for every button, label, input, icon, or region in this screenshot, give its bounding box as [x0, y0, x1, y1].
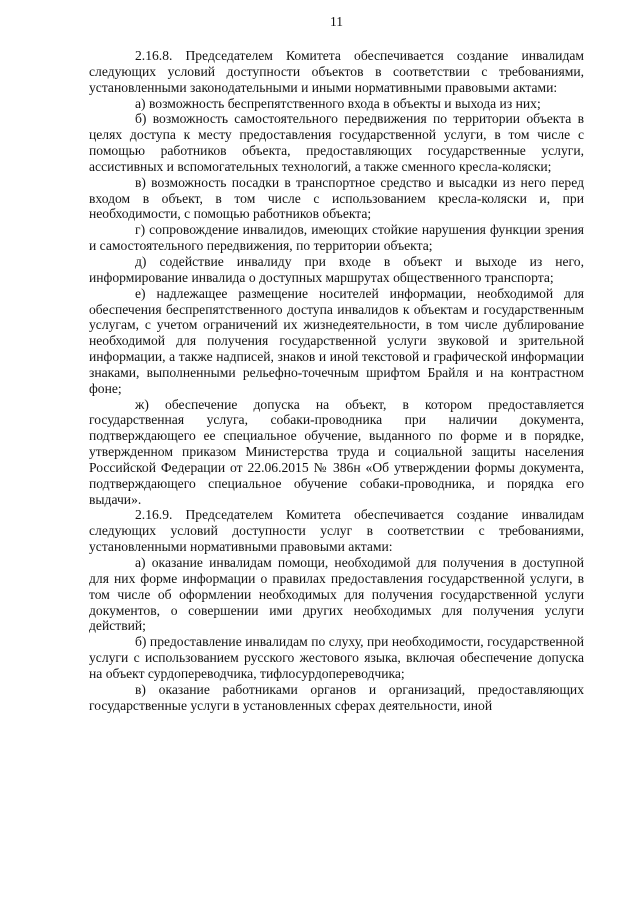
paragraph-item-a: а) возможность беспрепятственного входа в объекты и выхода из них;	[135, 95, 541, 111]
paragraph-item-b: б) возможность самостоятельного передвижения по территории объекта в целях доступа к месту предоставления государственной услуги, в том числе с помощью работников объекта, предоставляющих государственные услуги, ассистивных и вспомогательных технологий, а также сменного кресла-коляски;	[89, 111, 584, 174]
paragraph-item-a-2: а) оказание инвалидам помощи, необходимой для получения в доступной для них форме информации о правилах предоставления государственной услуги, в том числе об оформлении необходимых для получения государственной услуги документов, о совершении ими других необходимых для получения услуги действий;	[89, 555, 584, 634]
paragraph-item-e: е) надлежащее размещение носителей информации, необходимой для обеспечения беспрепятственного доступа инвалидов к объектам и государственным услугам, с учетом ограничений их жизнедеятельности, в том числе дублирование необходимой для получения государственной услуги звуковой и зрительной информации, а также надписей, знаков и иной текстовой и графической информации знаками, выполненными рельефно-точечным шрифтом Брайля и на контрастном фоне;	[89, 285, 584, 396]
paragraph-item-v: в) возможность посадки в транспортное средство и высадки из него перед входом в объект, в том числе с использованием кресла-коляски и, при необходимости, с помощью работников объекта;	[89, 174, 584, 222]
paragraph-2-16-8: 2.16.8. Председателем Комитета обеспечивается создание инвалидам следующих условий доступности объектов в соответствии с требованиями, установленными законодательными и иными нормативными правовыми актами:	[89, 48, 584, 95]
page-number: 11	[330, 14, 343, 29]
paragraph-2-16-9: 2.16.9. Председателем Комитета обеспечивается создание инвалидам следующих условий доступности услуг в соответствии с требованиями, установленными нормативными правовыми актами:	[89, 507, 584, 555]
paragraph-item-d: д) содействие инвалиду при входе в объект и выходе из него, информирование инвалида о доступных маршрутах общественного транспорта;	[89, 253, 584, 285]
paragraph-item-g: г) сопровождение инвалидов, имеющих стойкие нарушения функции зрения и самостоятельного передвижения, по территории объекта;	[89, 222, 584, 254]
paragraph-item-b-2: б) предоставление инвалидам по слуху, при необходимости, государственной услуги с использованием русского жестового языка, включая обеспечение допуска на объект сурдопереводчика, тифлосурдопереводчика;	[89, 634, 584, 681]
paragraph-item-zh: ж) обеспечение допуска на объект, в котором предоставляется государственная услуга, собаки-проводника при наличии документа, подтверждающего ее специальное обучение, выданного по форме и в порядке, утвержденном приказом Министерства труда и социальной защиты населения Российской Федерации от 22.06.2015 № 386н «Об утверждении формы документа, подтверждающего специальное обучение собаки-проводника, и порядка его выдачи».	[89, 396, 584, 507]
paragraph-item-v-2: в) оказание работниками органов и организаций, предоставляющих государственные услуги в установленных сферах деятельности, иной	[89, 681, 584, 713]
